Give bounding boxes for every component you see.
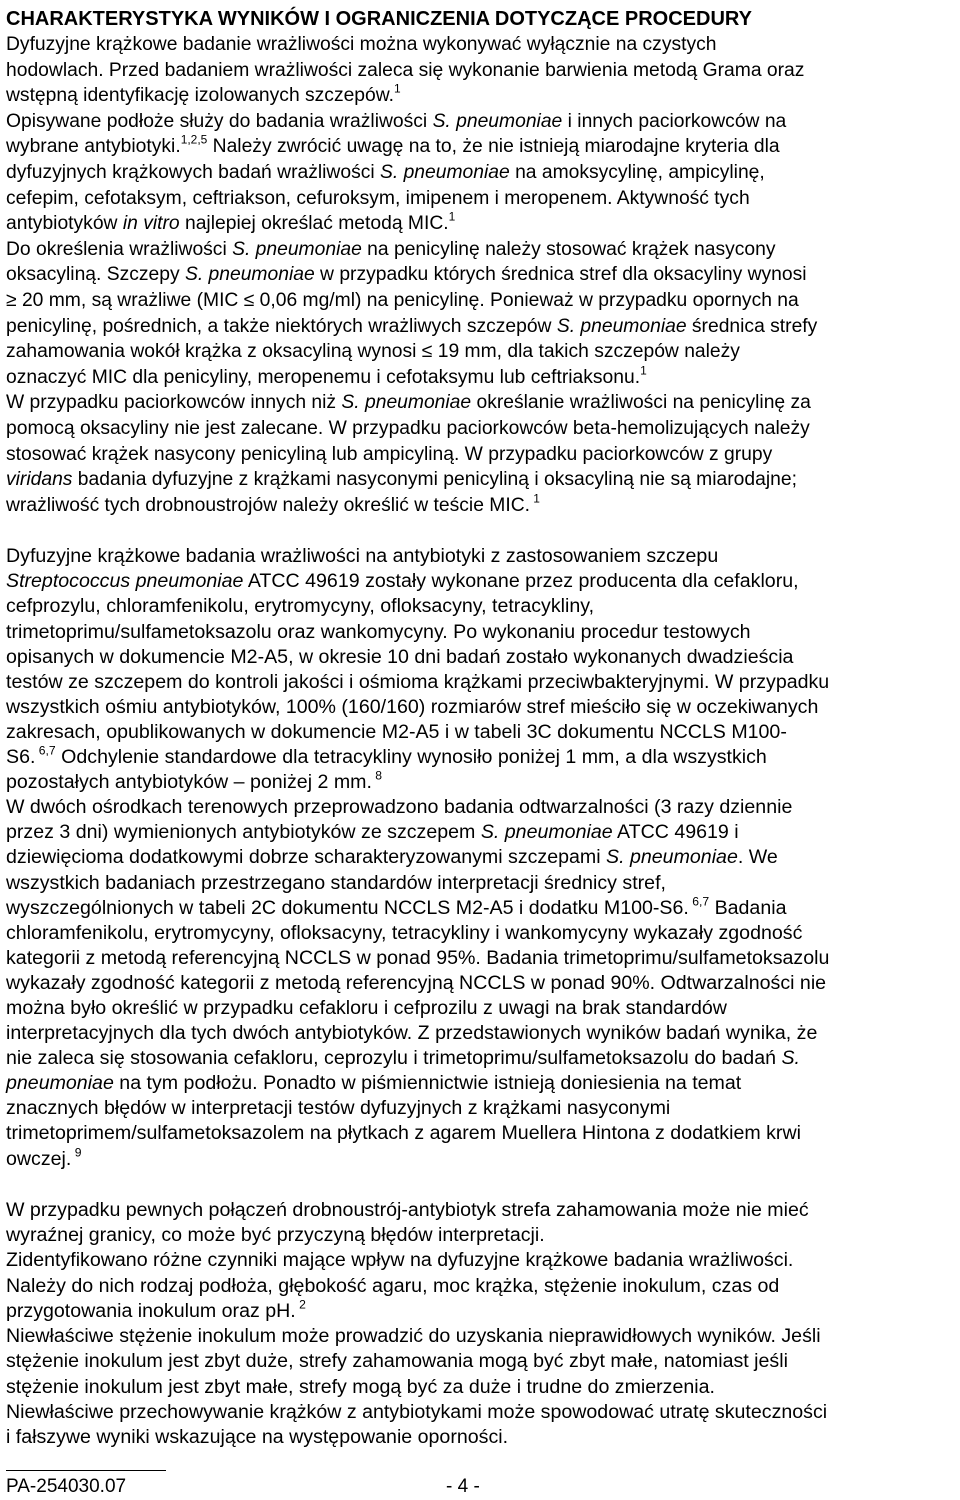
text-run: Badania [709, 896, 787, 919]
text-line [6, 544, 954, 569]
text-run: chloramfenikolu, erytromycyny, ofloksacyny, tetracykliny i wankomycyny wykazały zgodność [6, 921, 803, 944]
text-run: Niewłaściwe stężenie inokulum może prowadzić do uzyskania nieprawidłowych wyników. Jeśli [6, 1325, 821, 1348]
text-run: oksacyliną. Szczepy [6, 264, 185, 286]
text-line [6, 467, 954, 493]
text-run: cefepim, cefotaksym, ceftriakson, cefuroksym, imipenem i meropenem. Aktywność tych [6, 187, 750, 209]
text-line [6, 134, 954, 160]
text-line [6, 620, 954, 645]
text-run: . We [737, 846, 778, 869]
text-run: opisanych w dokumencie M2-A5, w okresie 10 dni badań zostało wykonanych dwadzieścia [6, 645, 794, 668]
text-run: pozostałych antybiotyków – poniżej 2 mm. [6, 771, 372, 794]
text-line [6, 32, 954, 58]
text-line [6, 1121, 954, 1146]
paragraph-factors [6, 1198, 954, 1451]
reference-superscript: 9 [71, 1145, 82, 1160]
text-run: trimetoprimu/sulfametoksazolu oraz wankomycyny. Po wykonaniu procedur testowych [6, 620, 751, 643]
text-run: na amoksycylinę, ampicylinę, [509, 161, 765, 183]
text-line [6, 1021, 954, 1046]
text-run: badania dyfuzyjne z krążkami nasyconymi penicyliną i oksacyliną nie są miarodajne; [72, 469, 797, 491]
text-line [6, 1147, 954, 1172]
text-run: dyfuzyjnych krążkowych badań wrażliwości [6, 161, 380, 183]
text-line [6, 58, 954, 84]
footer-rule [6, 1470, 166, 1471]
text-line [6, 1324, 954, 1349]
text-line [6, 921, 954, 946]
text-run: Do określenia wrażliwości [6, 238, 233, 260]
reference-superscript: 1 [448, 209, 456, 224]
text-line [6, 971, 954, 996]
text-line [6, 1299, 954, 1324]
text-run: najlepiej określać metodą MIC. [179, 213, 449, 235]
document-page [6, 6, 954, 1451]
text-line [6, 720, 954, 745]
text-line [6, 493, 954, 519]
text-run: ATCC 49619 zostały wykonane przez producenta dla cefakloru, [243, 570, 799, 593]
italic-term: S. pneumoniae [480, 821, 613, 844]
text-run: ≥ 20 mm, są wrażliwe (MIC ≤ 0,06 mg/ml) na penicylinę. Ponieważ w przypadku opornych na [6, 289, 799, 311]
italic-term: S. pneumoniae [380, 161, 510, 183]
text-run: wszystkich badaniach przestrzegano standardów interpretacji średnicy stref, [6, 871, 666, 894]
text-line [6, 1375, 954, 1400]
text-line [6, 1198, 954, 1223]
text-run: testów ze szczepem do kontroli jakości i ośmioma krążkami przeciwbakteryjnymi. W przypadku [6, 670, 830, 693]
text-line [6, 1400, 954, 1425]
text-run: przez 3 dni) wymienionych antybiotyków ze szczepem [6, 821, 481, 844]
text-line [6, 946, 954, 971]
text-line [6, 211, 954, 237]
italic-term: S. pneumoniae [556, 315, 687, 337]
text-line [6, 442, 954, 468]
text-run: w przypadku których średnica stref dla oksacyliny wynosi [314, 264, 807, 286]
italic-term: S. pneumoniae [432, 110, 563, 132]
text-run: wyraźnej granicy, co może być przyczyną błędów interpretacji. [6, 1223, 545, 1246]
italic-term: S. pneumoniae [232, 238, 362, 260]
text-run: S6. [6, 746, 36, 769]
text-run: ATCC 49619 i [612, 821, 739, 844]
text-run: na penicylinę należy stosować krążek nasycony [361, 238, 776, 260]
text-line [6, 1349, 954, 1374]
paragraph-limitations [6, 32, 954, 518]
text-line [6, 1096, 954, 1121]
text-run: Należy zwrócić uwagę na to, że nie istnieją miarodajne kryteria dla [207, 136, 780, 158]
reference-superscript: 2 [295, 1297, 306, 1312]
text-line [6, 237, 954, 263]
text-line [6, 795, 954, 820]
paragraph-performance [6, 544, 954, 1171]
text-run: stężenie inokulum jest zbyt duże, strefy zahamowania mogą być zbyt małe, natomiast jeśli [6, 1350, 788, 1373]
text-line [6, 1274, 954, 1299]
text-line [6, 745, 954, 770]
text-run: wykazały zgodność kategorii z metodą referencyjną NCCLS w ponad 90%. Odtwarzalności nie [6, 971, 827, 994]
text-run: Niewłaściwe przechowywanie krążków z antybiotykami może spowodować utratę skuteczności [6, 1401, 828, 1423]
text-run: dziewięcioma dodatkowymi dobrze scharakteryzowanymi szczepami [6, 846, 607, 869]
text-line [6, 83, 954, 109]
text-line [6, 670, 954, 695]
text-run: zahamowania wokół krążka z oksacyliną wynosi ≤ 19 mm, dla takich szczepów należy [6, 341, 740, 363]
text-line [6, 262, 954, 288]
text-run: wrażliwość tych drobnoustrojów należy określić w teście MIC. [6, 494, 530, 516]
reference-superscript: 1 [529, 491, 540, 506]
text-line [6, 820, 954, 845]
reference-superscript: 6,7 [688, 894, 710, 909]
text-run: Odchylenie standardowe dla tetracykliny wynosiło poniżej 1 mm, a dla wszystkich [55, 746, 767, 769]
text-line [6, 896, 954, 921]
text-line [6, 845, 954, 870]
text-run: określanie wrażliwości na penicylinę za [471, 392, 811, 414]
text-run: kategorii z metodą referencyjną NCCLS w ponad 95%. Badania trimetoprimu/sulfametoksazolu [6, 946, 830, 969]
text-line [6, 109, 954, 135]
text-line [6, 645, 954, 670]
text-run: Opisywane podłoże służy do badania wrażliwości [6, 110, 433, 132]
text-run: i innych paciorkowców na [562, 110, 787, 132]
text-line [6, 1071, 954, 1096]
text-line [6, 288, 954, 314]
text-run: cefprozylu, chloramfenikolu, erytromycyny, ofloksacyny, tetracykliny, [6, 595, 595, 618]
italic-term: in vitro [122, 213, 180, 235]
reference-superscript: 1 [393, 81, 401, 96]
text-line [6, 569, 954, 594]
text-run: Zidentyfikowano różne czynniki mające wpływ na dyfuzyjne krążkowe badania wrażliwości. [6, 1249, 794, 1272]
text-run: Dyfuzyjne krążkowe badania wrażliwości na antybiotyki z zastosowaniem szczepu [6, 545, 719, 568]
italic-term: S. [781, 1047, 800, 1070]
text-run: i fałszywe wyniki wskazujące na występowanie oporności. [6, 1426, 509, 1449]
text-run: interpretacyjnych dla tych dwóch antybiotyków. Z przedstawionych wyników badań wynika, że [6, 1022, 818, 1045]
text-line [6, 770, 954, 795]
text-line [6, 186, 954, 212]
reference-superscript: 6,7 [35, 743, 56, 758]
text-line [6, 695, 954, 720]
text-run: zakresach, opublikowanych w dokumencie M2-A5 i w tabeli 3C dokumentu NCCLS M100- [6, 720, 787, 743]
text-run: pomocą oksacyliny nie jest zalecane. W przypadku paciorkowców beta-hemolizujących należy [6, 417, 810, 439]
text-run: wyszczególnionych w tabeli 2C dokumentu NCCLS M2-A5 i dodatku M100-S6. [6, 896, 689, 919]
text-run: na tym podłożu. Ponadto w piśmiennictwie istnieją doniesienia na temat [113, 1072, 742, 1095]
text-run: wybrane antybiotyki. [6, 136, 181, 158]
text-run: przygotowania inokulum oraz pH. [6, 1299, 296, 1322]
text-run: można było określić w przypadku cefakloru i cefprozilu z uwagi na brak standardów [6, 996, 727, 1019]
text-run: znacznych błędów w interpretacji testów dyfuzyjnych z krążkami nasyconymi [6, 1097, 671, 1120]
page-footer [6, 1470, 954, 1497]
italic-term: pneumoniae [6, 1072, 114, 1095]
text-line [6, 1248, 954, 1273]
text-line [6, 1425, 954, 1450]
text-run: owczej. [6, 1147, 72, 1170]
text-run: wstępną identyfikację izolowanych szczepów. [6, 85, 394, 107]
text-line [6, 1223, 954, 1248]
text-line [6, 594, 954, 619]
text-line [6, 160, 954, 186]
text-run: wszystkich ośmiu antybiotyków, 100% (160/160) rozmiarów stref mieściło się w oczekiwanych [6, 695, 819, 718]
text-line [6, 365, 954, 391]
text-run: trimetoprimem/sulfametoksazolem na płytkach z agarem Muellera Hintona z dodatkiem krwi [6, 1122, 801, 1145]
italic-term: S. pneumoniae [606, 846, 738, 869]
italic-term: viridans [6, 469, 73, 491]
text-run: W dwóch ośrodkach terenowych przeprowadzono badania odtwarzalności (3 razy dziennie [6, 796, 793, 819]
italic-term: Streptococcus pneumoniae [6, 570, 244, 593]
text-line [6, 416, 954, 442]
document-code: PA-254030.07 [6, 1476, 127, 1497]
text-run: stosować krążek nasycony penicyliną lub ampicyliną. W przypadku paciorkowców z grupy [6, 443, 773, 465]
reference-superscript: 1 [640, 363, 647, 378]
text-run: oznaczyć MIC dla penicyliny, meropenemu i cefotaksymu lub ceftriaksonu. [6, 366, 641, 388]
text-line [6, 314, 954, 340]
text-line [6, 871, 954, 896]
text-run: W przypadku pewnych połączeń drobnoustrój-antybiotyk strefa zahamowania może nie mieć [6, 1198, 809, 1221]
text-run: stężenie inokulum jest zbyt małe, strefy mogą być za duże i trudne do zmierzenia. [6, 1375, 715, 1398]
italic-term: S. pneumoniae [341, 392, 472, 414]
text-line [6, 390, 954, 416]
reference-superscript: 8 [371, 768, 383, 783]
italic-term: S. pneumoniae [184, 264, 315, 286]
text-run: penicylinę, pośrednich, a także niektórych wrażliwych szczepów [6, 315, 557, 337]
text-run: hodowlach. Przed badaniem wrażliwości zaleca się wykonanie barwienia metodą Grama oraz [6, 59, 805, 81]
text-line [6, 339, 954, 365]
text-run: średnica strefy [686, 315, 818, 337]
section-heading: CHARAKTERYSTYKA WYNIKÓW I OGRANICZENIA DOTYCZĄCE PROCEDURY [6, 8, 752, 30]
text-run: W przypadku paciorkowców innych niż [6, 392, 342, 414]
text-run: nie zaleca się stosowania cefakloru, ceprozylu i trimetoprimu/sulfametoksazolu do badań [6, 1047, 782, 1070]
text-run: Należy do nich rodzaj podłoża, głębokość agaru, moc krążka, stężenie inokulum, czas od [6, 1274, 780, 1297]
page-number: - 4 - [446, 1476, 480, 1497]
text-line [6, 996, 954, 1021]
text-line [6, 1046, 954, 1071]
text-run: Dyfuzyjne krążkowe badanie wrażliwości można wykonywać wyłącznie na czystych [6, 34, 717, 55]
reference-superscript: 1,2,5 [180, 133, 208, 147]
text-run: antybiotyków [6, 213, 123, 235]
